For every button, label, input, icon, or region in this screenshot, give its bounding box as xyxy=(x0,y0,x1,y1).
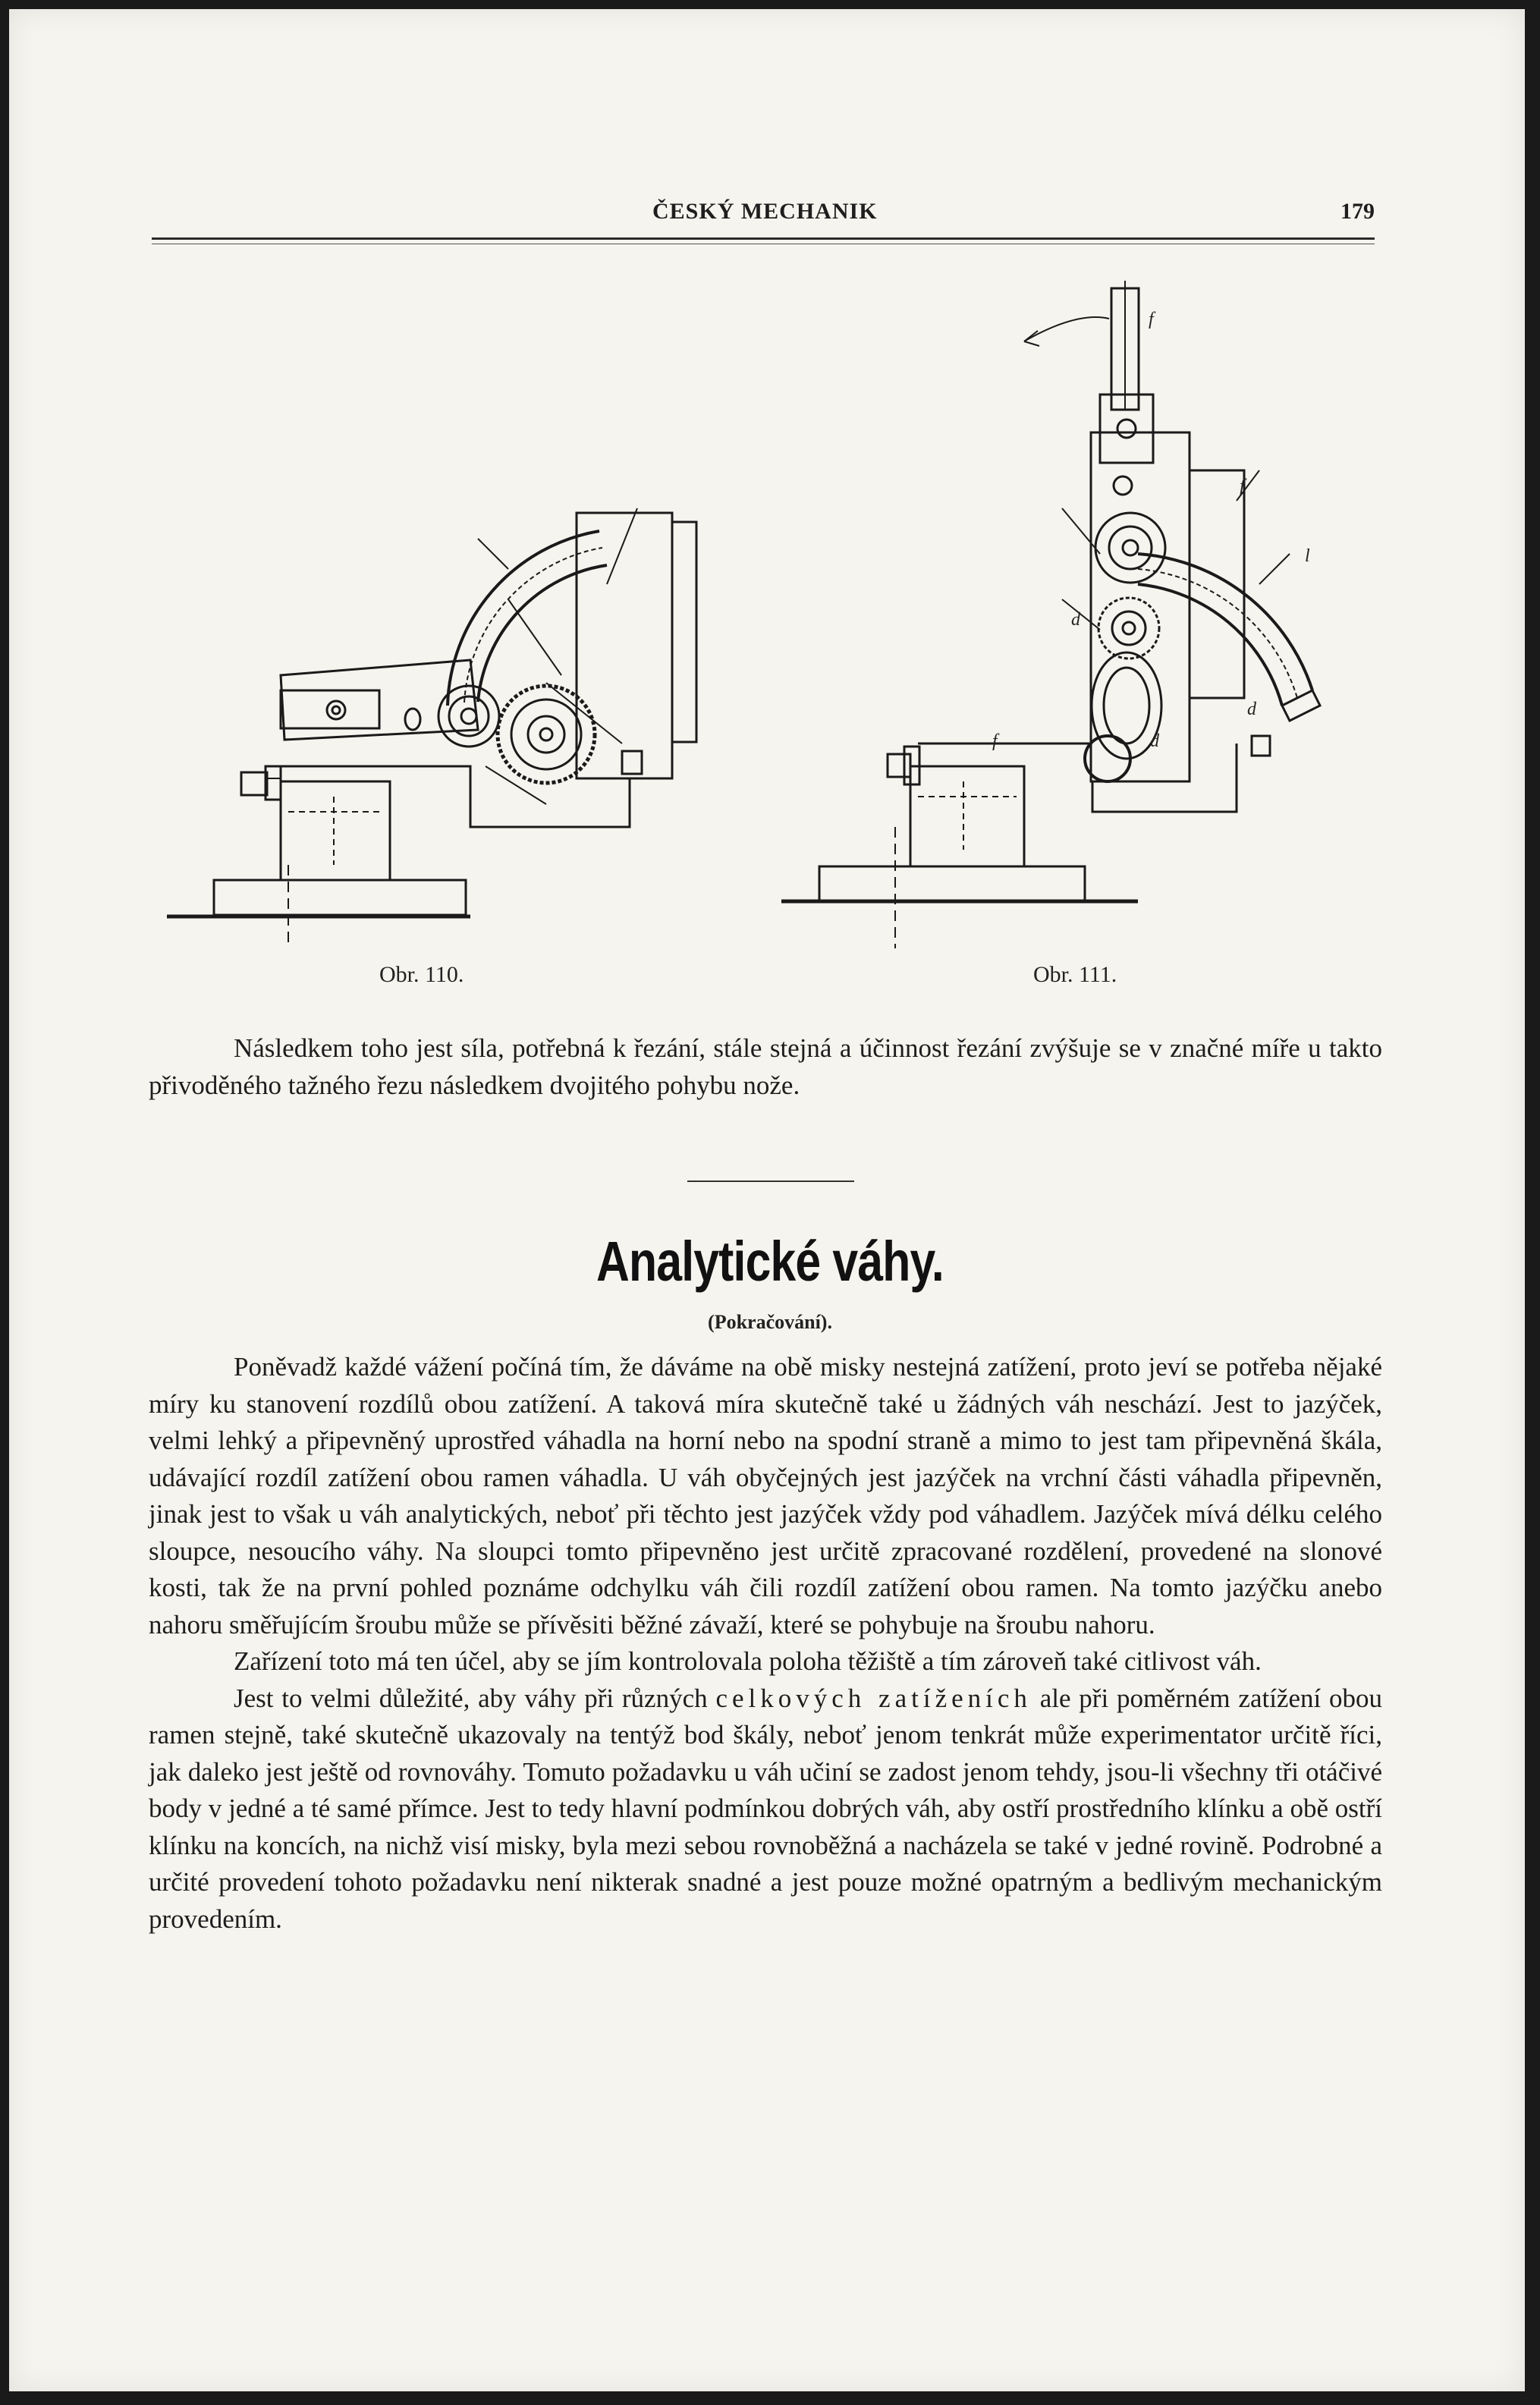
fig111-label-l: l xyxy=(1305,546,1310,566)
page-number: 179 xyxy=(1340,199,1375,224)
fig111-label-d3: d xyxy=(1247,699,1256,719)
journal-title: ČESKÝ MECHANIK xyxy=(652,199,878,224)
fig111-label-f3: f xyxy=(992,731,998,751)
intro-paragraph: Následkem toho jest síla, potřebná k řezání, stále stejná a účinnost řezání zvýšuje se v značné míře u takto přivoděného tažného řezu následkem dvojitého pohybu nože. xyxy=(149,1033,1382,1100)
paragraph-3-end: ale při poměrném zatížení obou ramen stejně, také skutečně ukazovaly na tentýž bod škály, neboť jenom tenkrát může experimentator určitě říci, jak daleko jest ještě od rovnováhy. Tomuto požadavku u váh učiní se zadost jenom tehdy, jsou-li všechny tři otáčivé body v jedné a té samé přímce. Jest to tedy hlavní podmínkou dobrých váh, aby ostří prostředního klínku a obě ostří klínku na koncích, na nichž visí misky, byla mezi sebou rovnoběžná a nacházela se také v jedné rovině. Podrobné a určité provedení tohoto požadavku není nikterak snadné a jest pouze možné opatrným a bedlivým mechanickým provedením. xyxy=(149,1683,1383,1934)
figure-110-drawing xyxy=(167,508,696,948)
fig111-label-f: f xyxy=(1149,310,1154,329)
mechanical-drawings xyxy=(152,281,1375,986)
paragraph-1: Poněvadž každé vážení počíná tím, že dáváme na obě misky nestejná zatížení, proto jeví se potřeba nějaké míry ku stanovení rozdílů obou zatížení. A taková míra skutečně také u žádných váh neschází. Jest to jazýček, velmi lehký a připevněný uprostřed váhadla na horní nebo na spodní straně a mimo to jest tam připevněná škála, udávající rozdíl zatížení obou ramen váhadla. U váh obyčejných jest jazýček na vrchní části váhadla připevněn, jinak jest to však u váh analytických, neboť při těchto jest jazýček vždy pod váhadlem. Jazýček mívá délku celého sloupce, nesoucího váhy. Na sloupci tomto připevněno jest určitě zpracované rozdělení, provedené na slonové kosti, tak že na první pohled poznáme odchylku váh čili rozdíl zatížení obou ramen. Na tomto jazýčku anebo nahoru směřujícím šroubu může se přívěsiti běžné závaží, které se pohybuje na šroubu nahoru. xyxy=(149,1352,1382,1639)
paragraph-3 xyxy=(149,1680,1382,1938)
figure-110-caption: Obr. 110. xyxy=(379,962,464,987)
article-text-block xyxy=(149,1349,1382,1938)
fig111-label-d2: d xyxy=(1150,731,1159,751)
fig111-label-d: d xyxy=(1071,610,1080,630)
section-divider xyxy=(687,1180,854,1182)
section-subtitle: (Pokračování). xyxy=(708,1311,832,1333)
figures-area xyxy=(152,281,1375,986)
paragraph-3-start: Jest to velmi důležité, aby váhy při různých xyxy=(234,1683,708,1713)
header-rule xyxy=(152,237,1375,240)
paragraph-2: Zařízení toto má ten účel, aby se jím kontrolovala poloha těžiště a tím zároveň také citlivost váh. xyxy=(234,1646,1262,1676)
figure-111-drawing xyxy=(781,281,1320,948)
running-header xyxy=(152,199,1375,229)
section-title: Analytické váhy. xyxy=(596,1230,944,1293)
figure-111-caption: Obr. 111. xyxy=(1033,962,1117,987)
intro-text-block xyxy=(149,1030,1382,1104)
fig111-label-f2: f xyxy=(1240,476,1245,496)
paragraph-3-spaced-phrase: celkových zatíženích xyxy=(715,1683,1032,1713)
